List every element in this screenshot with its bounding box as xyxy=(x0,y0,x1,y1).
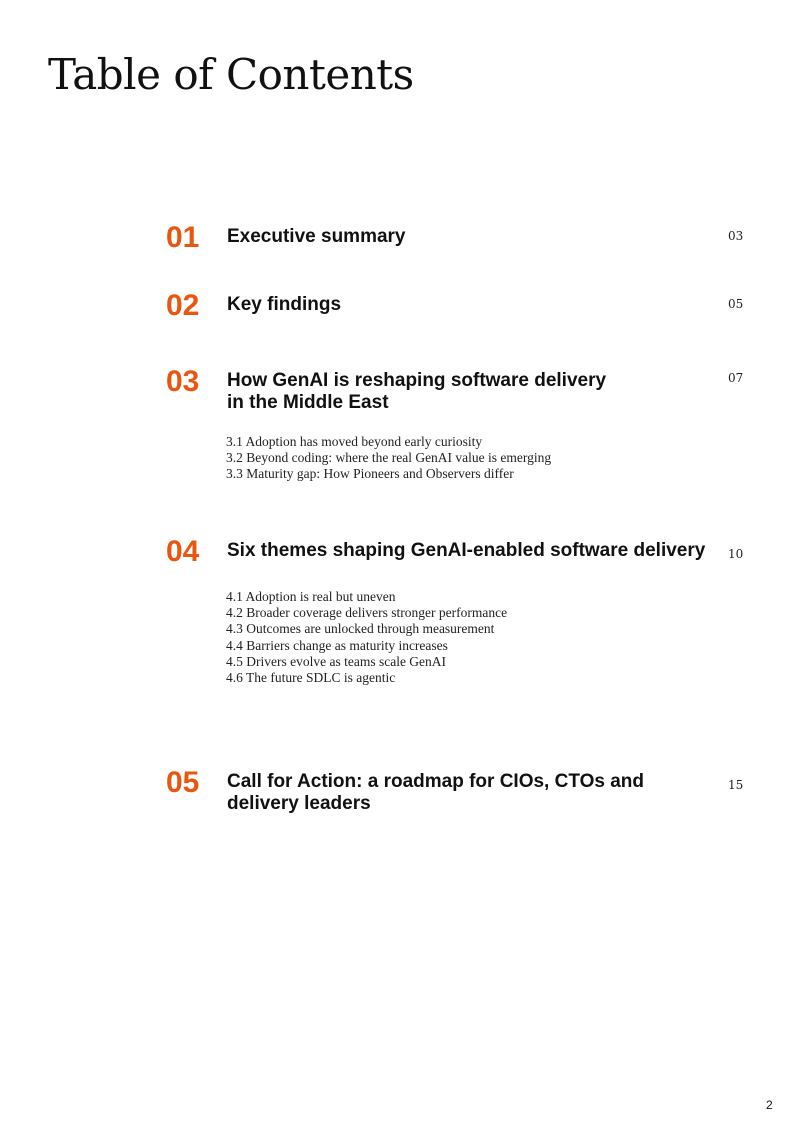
toc-entry-title[interactable]: How GenAI is reshaping software delivery in the Middle East xyxy=(227,370,607,413)
toc-subsection-item[interactable]: 3.2 Beyond coding: where the real GenAI value is emerging xyxy=(226,450,552,466)
toc-entry-number: 04 xyxy=(166,535,200,568)
toc-entry-page: 07 xyxy=(728,371,744,385)
toc-entry-number: 01 xyxy=(166,221,200,254)
toc-subsection-item[interactable]: 4.4 Barriers change as maturity increases xyxy=(226,637,448,653)
toc-entry-number: 05 xyxy=(166,766,200,799)
toc-subsection-list xyxy=(226,434,551,483)
toc-subsection-item[interactable]: 4.6 The future SDLC is agentic xyxy=(226,670,396,686)
toc-entry-number: 03 xyxy=(166,365,200,398)
toc-entry-number: 02 xyxy=(166,289,200,322)
toc-subsection-item[interactable]: 4.1 Adoption is real but uneven xyxy=(226,589,396,604)
toc-entry-page: 15 xyxy=(728,778,744,792)
toc-entry-title[interactable]: Call for Action: a roadmap for CIOs, CTOs and delivery leaders xyxy=(227,771,644,814)
toc-entry-title[interactable]: Key findings xyxy=(227,294,342,315)
toc-entry-title[interactable]: Executive summary xyxy=(227,226,406,247)
toc-subsection-item[interactable]: 4.5 Drivers evolve as teams scale GenAI xyxy=(226,653,447,669)
toc-subsection-list xyxy=(226,589,507,686)
toc-subsection-item[interactable]: 4.3 Outcomes are unlocked through measurement xyxy=(226,621,495,637)
toc-subsection-item[interactable]: 3.1 Adoption has moved beyond early curiosity xyxy=(226,434,483,449)
toc-subsection-item[interactable]: 4.2 Broader coverage delivers stronger performance xyxy=(226,605,508,621)
toc-entry-page: 05 xyxy=(728,297,744,311)
toc-entry-title[interactable]: Six themes shaping GenAI-enabled software delivery xyxy=(227,540,706,561)
page-number: 2 xyxy=(766,1098,773,1112)
toc-subsection-item[interactable]: 3.3 Maturity gap: How Pioneers and Observers differ xyxy=(226,466,514,482)
toc-entry-page: 03 xyxy=(728,229,744,243)
page-title: Table of Contents xyxy=(48,50,414,99)
toc-entry-page: 10 xyxy=(728,547,744,561)
